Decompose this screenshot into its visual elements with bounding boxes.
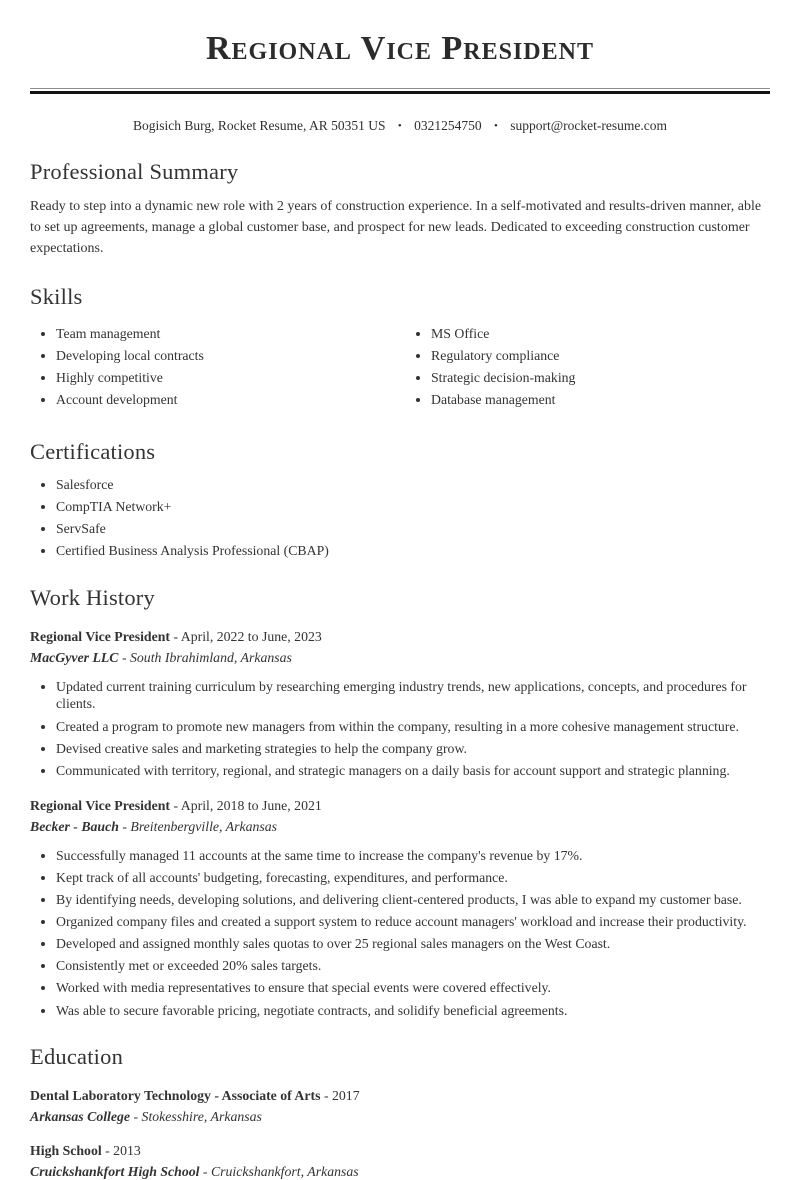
job-bullet: • Kept track of all accounts' budgeting, forecasting, expenditures, and performance. — [56, 869, 770, 887]
certification-item: • ServSafe — [56, 520, 770, 538]
skill-item: • Strategic decision-making — [431, 369, 770, 387]
skill-item: • MS Office — [431, 325, 770, 343]
heading-professional-summary: Professional Summary — [30, 159, 239, 184]
job-title: Regional Vice President — [30, 797, 170, 813]
contact-address: Bogisich Burg, Rocket Resume, AR 50351 US — [133, 118, 386, 133]
job-company-line — [30, 819, 770, 835]
job-bullet-list — [30, 847, 770, 1020]
job-title-line — [30, 798, 770, 814]
job-bullet: • Updated current training curriculum by researching emerging industry trends, new applications, concepts, and procedures for clients. — [56, 678, 770, 713]
job-entry — [30, 798, 770, 1020]
job-bullet: • Devised creative sales and marketing strategies to help the company grow. — [56, 740, 770, 758]
skill-item: • Regulatory compliance — [431, 347, 770, 365]
job-title-line — [30, 629, 770, 645]
contact-email: support@rocket-resume.com — [510, 118, 667, 133]
job-location: - Breitenbergville, Arkansas — [118, 818, 278, 834]
education-entry — [30, 1143, 770, 1180]
job-entry — [30, 629, 770, 780]
skills-list-right — [405, 325, 770, 414]
skill-item: • Database management — [431, 391, 770, 409]
certification-item: • Certified Business Analysis Professional (CBAP) — [56, 542, 770, 560]
section-certifications — [30, 439, 770, 560]
contact-separator-dot: • — [494, 120, 498, 132]
resume-header — [30, 30, 770, 134]
section-work-history — [30, 585, 770, 1020]
job-bullet: • Consistently met or exceeded 20% sales targets. — [56, 957, 770, 975]
resume-title: Regional Vice President — [205, 30, 594, 67]
education-degree-line — [30, 1088, 770, 1104]
contact-separator-dot: • — [397, 120, 402, 132]
job-title: Regional Vice President — [30, 628, 170, 644]
education-school: Cruickshankfort High School — [30, 1164, 200, 1180]
education-degree: High School — [30, 1143, 102, 1159]
education-degree: Dental Laboratory Technology - Associate of Arts — [30, 1088, 321, 1104]
job-company: Becker - Bauch — [30, 818, 119, 834]
certification-item: • Salesforce — [56, 476, 770, 494]
job-dates: - April, 2018 to June, 2021 — [170, 797, 322, 813]
summary-text: Ready to step into a dynamic new role with 2 years of construction experience. In a self-motivated and results-driven manner, able to set up agreements, manage a global customer base, and prospect for new leads. Dedicated to exceeding construction customer expectations. — [30, 199, 762, 256]
heading-skills: Skills — [30, 284, 83, 309]
education-year: - 2013 — [101, 1143, 141, 1159]
education-school: Arkansas College — [30, 1109, 131, 1125]
job-bullet: • Created a program to promote new managers from within the company, resulting in a more cohesive management structure. — [56, 718, 770, 736]
contact-phone: 0321254750 — [414, 118, 482, 133]
job-bullet-list — [30, 678, 770, 780]
job-bullet: • Organized company files and created a support system to reduce account managers' workload and increase their productivity. — [56, 913, 770, 931]
job-bullet: • Communicated with territory, regional, and strategic managers on a daily basis for account support and strategic planning. — [56, 762, 770, 780]
heading-work-history: Work History — [30, 584, 155, 610]
education-location: - Cruickshankfort, Arkansas — [199, 1164, 359, 1180]
job-bullet: • Worked with media representatives to ensure that special events were covered effectively. — [56, 979, 770, 997]
education-year: - 2017 — [320, 1088, 360, 1104]
section-professional-summary — [30, 159, 770, 259]
section-skills — [30, 284, 770, 414]
education-school-line — [30, 1109, 770, 1125]
job-bullet: • By identifying needs, developing solutions, and delivering client-centered products, I was able to expand my customer base. — [56, 891, 770, 909]
job-bullet: • Successfully managed 11 accounts at the same time to increase the company's revenue by 17%. — [56, 847, 770, 865]
heading-education: Education — [30, 1044, 124, 1070]
certifications-list — [30, 476, 770, 560]
heading-certifications: Certifications — [30, 438, 156, 464]
skill-item: • Developing local contracts — [56, 347, 395, 365]
skill-item: • Highly competitive — [56, 369, 395, 387]
job-location: - South Ibrahimland, Arkansas — [118, 649, 292, 665]
job-company: MacGyver LLC — [30, 649, 119, 665]
job-dates: - April, 2022 to June, 2023 — [170, 628, 322, 644]
skills-columns — [30, 321, 770, 414]
header-divider — [30, 88, 770, 94]
job-company-line — [30, 650, 770, 666]
education-location: - Stokesshire, Arkansas — [130, 1109, 262, 1125]
skills-list-left — [30, 325, 395, 414]
job-bullet: • Was able to secure favorable pricing, negotiate contracts, and solidify beneficial agreements. — [56, 1002, 770, 1020]
skill-item: • Team management — [56, 325, 395, 343]
certification-item: • CompTIA Network+ — [56, 498, 770, 516]
education-degree-line — [30, 1143, 770, 1159]
job-bullet: • Developed and assigned monthly sales quotas to over 25 regional sales managers on the West Coast. — [56, 935, 770, 953]
education-entry — [30, 1088, 770, 1125]
contact-line — [30, 118, 770, 134]
skill-item: • Account development — [56, 391, 395, 409]
section-education — [30, 1044, 770, 1180]
education-school-line — [30, 1164, 770, 1180]
